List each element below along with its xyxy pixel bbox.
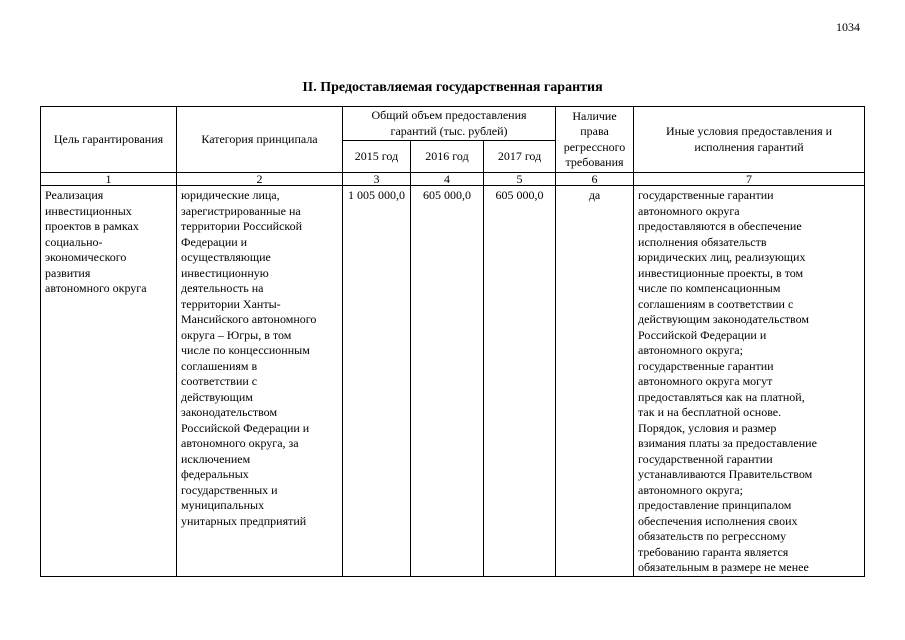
text-line: обеспечения исполнения своих <box>638 513 798 528</box>
text-line: инвестиционные проекты, в том <box>638 265 804 280</box>
text-line: юридических лиц, реализующих <box>638 250 806 264</box>
text-line: требованию гаранта является <box>638 544 789 559</box>
text-line: автономного округа; <box>638 343 743 357</box>
header-purpose: Цель гарантирования <box>41 107 177 173</box>
text-line: обязательств по регрессному <box>638 529 787 543</box>
guarantee-table <box>40 106 865 577</box>
text-line: Российской Федерации и <box>181 420 310 435</box>
text-line: зарегистрированные на <box>181 203 301 218</box>
text-line: инвестиционных <box>45 203 132 218</box>
text-line: унитарных предприятий <box>181 513 307 528</box>
text-line: соглашениям в соответствии с <box>638 296 794 311</box>
text-line: развития <box>45 265 91 280</box>
principal-category-cell <box>177 186 343 577</box>
text-line: предоставляются в обеспечение <box>638 219 802 233</box>
text-line: инвестиционную <box>181 265 269 280</box>
text-line: взимания платы за предоставление <box>638 436 817 450</box>
text-line: проектов в рамках <box>45 219 139 233</box>
text-line: автономного округа; <box>638 482 743 497</box>
header-other-conditions: Иные условия предоставления и исполнения гарантий <box>634 107 865 173</box>
text-line: деятельность на <box>181 281 264 295</box>
header-year-2016: 2016 год <box>411 141 484 173</box>
text-line: государственных и <box>181 482 278 497</box>
text-line: исполнения обязательств <box>638 234 767 249</box>
text-line: автономного округа <box>45 281 147 295</box>
column-number: 1 <box>41 173 177 186</box>
text-line: экономического <box>45 250 127 264</box>
text-line: так и на бесплатной основе. <box>638 405 782 419</box>
text-line: юридические лица, <box>181 188 280 202</box>
text-line: действующим законодательством <box>638 312 809 326</box>
text-line: Российской Федерации и <box>638 327 767 342</box>
text-line: устанавливаются Правительством <box>638 467 813 481</box>
text-line: Мансийского автономного <box>181 312 317 326</box>
purpose-cell <box>41 186 177 577</box>
text-line: действующим <box>181 389 253 404</box>
column-number: 4 <box>411 173 484 186</box>
text-line: Порядок, условия и размер <box>638 420 777 435</box>
text-line: автономного округа могут <box>638 374 773 388</box>
column-number: 2 <box>177 173 343 186</box>
text-line: Федерации и <box>181 234 248 249</box>
page-bottom-margin <box>0 591 905 640</box>
header-year-2015: 2015 год <box>343 141 411 173</box>
regress-right-value: да <box>556 186 634 577</box>
text-line: законодательством <box>181 405 278 419</box>
amount-2016: 605 000,0 <box>411 186 484 577</box>
principal-category-text <box>181 188 338 529</box>
text-line: исключением <box>181 451 251 466</box>
text-line: числе по компенсационным <box>638 281 781 295</box>
text-line: обязательным в размере не менее <box>638 560 809 574</box>
header-principal-category: Категория принципала <box>177 107 343 173</box>
header-total-volume: Общий объем предоставления гарантий (тыс. рублей) <box>343 107 556 141</box>
column-number: 5 <box>484 173 556 186</box>
text-line: округа – Югры, в том <box>181 327 292 342</box>
text-line: числе по концессионным <box>181 343 310 357</box>
text-line: автономного округа <box>638 203 740 218</box>
amount-2017: 605 000,0 <box>484 186 556 577</box>
text-line: соглашениям в <box>181 358 258 373</box>
text-line: Реализация <box>45 188 104 202</box>
other-conditions-text <box>638 188 860 576</box>
text-line: осуществляющие <box>181 250 271 264</box>
page-number: 1034 <box>836 20 860 34</box>
column-number: 6 <box>556 173 634 186</box>
text-line: социально- <box>45 234 103 249</box>
header-year-2017: 2017 год <box>484 141 556 173</box>
table-row <box>41 186 865 577</box>
header-regress-right: Наличие права регрессного требования <box>556 107 634 173</box>
section-title: II. Предоставляемая государственная гарантия <box>302 80 603 95</box>
text-line: предоставляться как на платной, <box>638 389 805 404</box>
text-line: территории Российской <box>181 219 303 233</box>
text-line: территории Ханты- <box>181 296 281 311</box>
column-number: 7 <box>634 173 865 186</box>
text-line: автономного округа, за <box>181 436 299 450</box>
other-conditions-cell <box>634 186 865 577</box>
text-line: соответствии с <box>181 374 258 388</box>
text-line: федеральных <box>181 467 249 481</box>
purpose-text <box>45 188 172 297</box>
text-line: муниципальных <box>181 498 265 512</box>
text-line: государственные гарантии <box>638 358 774 373</box>
text-line: предоставление принципалом <box>638 498 792 512</box>
amount-2015: 1 005 000,0 <box>343 186 411 577</box>
text-line: государственной гарантии <box>638 451 773 466</box>
text-line: государственные гарантии <box>638 188 774 202</box>
column-number: 3 <box>343 173 411 186</box>
